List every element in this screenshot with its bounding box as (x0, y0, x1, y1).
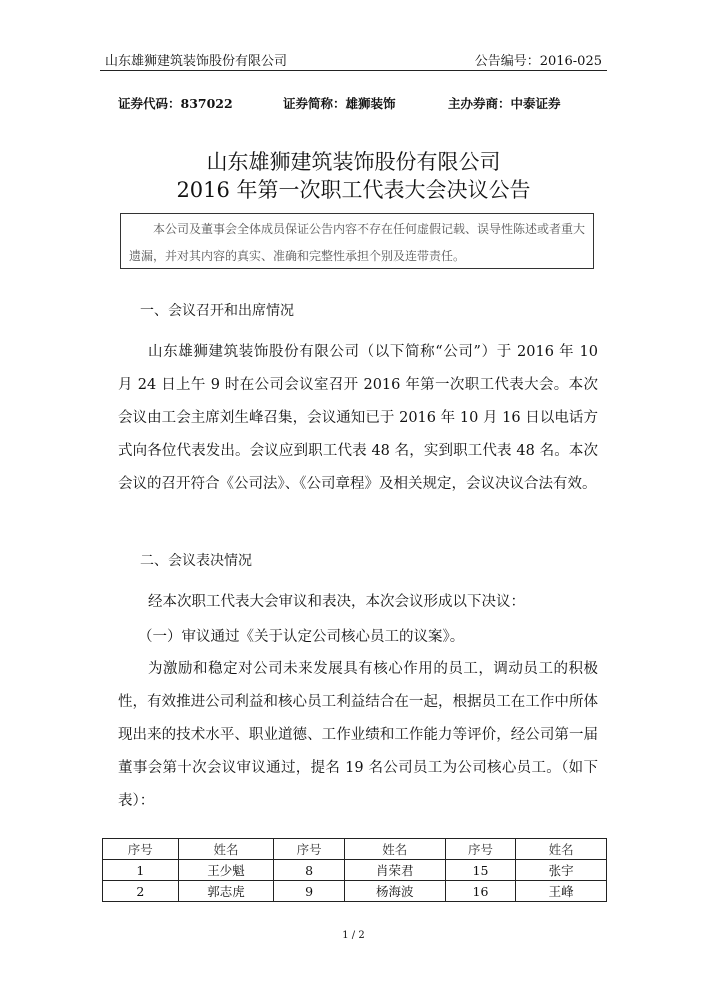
table-cell: 肖荣君 (344, 860, 445, 881)
stock-abbr: 证券简称：雄狮装饰 (283, 96, 396, 111)
title-line2: 2016 年第一次职工代表大会决议公告 (176, 178, 531, 202)
broker: 主办券商：中泰证券 (448, 96, 561, 111)
table-cell: 杨海波 (344, 881, 445, 902)
disclaimer-box (120, 213, 594, 269)
section1-body-block (118, 336, 598, 501)
resolution-item1: （一）审议通过《关于认定公司核心员工的议案》。 (138, 629, 465, 645)
table-cell: 8 (274, 860, 345, 881)
table-cell: 张宇 (516, 860, 607, 881)
table-header-cell: 姓名 (344, 839, 445, 860)
header-company: 山东雄狮建筑装饰股份有限公司 (105, 54, 288, 69)
table-row (103, 881, 607, 902)
section2-body-block (118, 653, 598, 818)
page-header (100, 48, 607, 71)
table-header-cell: 序号 (445, 839, 516, 860)
table-cell: 16 (445, 881, 516, 902)
table-header-cell: 姓名 (178, 839, 274, 860)
page-number: 1 / 2 (342, 930, 365, 941)
table-row (103, 860, 607, 881)
core-staff-table (102, 838, 607, 902)
stock-code: 证券代码：837022 (118, 96, 233, 111)
title-line1: 山东雄狮建筑装饰股份有限公司 (206, 150, 501, 174)
table-cell: 15 (445, 860, 516, 881)
table-cell: 王峰 (516, 881, 607, 902)
section2-heading: 二、会议表决情况 (140, 553, 252, 569)
section1-heading: 一、会议召开和出席情况 (140, 303, 294, 319)
table-header-cell: 序号 (274, 839, 345, 860)
section2-body: 为激励和稳定对公司未来发展具有核心作用的员工，调动员工的积极性，有效推进公司利益和核心员工利益结合在一起，根据员工在工作中所体现出来的技术水平、职业道德、工作业绩和工作能力等评价，经公司第一届董事会第十次会议审议通过，提名 19 名公司员工为公司核心员工。（如下表）： (118, 661, 598, 809)
table-cell: 1 (103, 860, 179, 881)
table-cell: 王少魁 (178, 860, 274, 881)
table-header-row (103, 839, 607, 860)
table-cell: 郭志虎 (178, 881, 274, 902)
table-header-cell: 序号 (103, 839, 179, 860)
table-cell: 2 (103, 881, 179, 902)
header-notice-number: 公告编号：2016-025 (474, 54, 602, 69)
table-header-cell: 姓名 (516, 839, 607, 860)
table-cell: 9 (274, 881, 345, 902)
section2-intro: 经本次职工代表大会审议和表决，本次会议形成以下决议： (148, 594, 525, 610)
section1-body: 山东雄狮建筑装饰股份有限公司（以下简称“公司”）于 2016 年 10 月 24 日上午 9 时在公司会议室召开 2016 年第一次职工代表大会。本次会议由工会主席刘生峰召集，会议通知已于 2016 年 10 月 16 日以电话方式向各位代表发出。会议应到职工代表 48 名，实到职工代表 48 名。本次会议的召开符合《公司法》、《公司章程》及相关规定，会议决议合法有效。 (118, 344, 598, 492)
disclaimer-text: 本公司及董事会全体成员保证公告内容不存在任何虚假记载、误导性陈述或者重大遗漏，并对其内容的真实、准确和完整性承担个别及连带责任。 (129, 222, 586, 263)
